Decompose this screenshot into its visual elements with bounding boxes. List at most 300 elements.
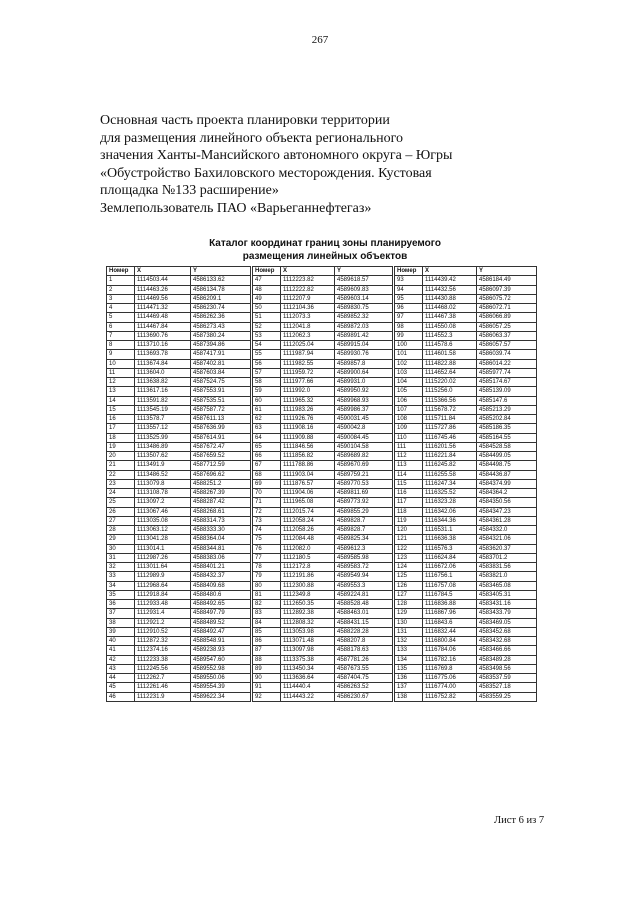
x-coordinate-cell: 1112968.64 xyxy=(135,581,191,590)
y-coordinate-cell: 4586014.22 xyxy=(477,359,537,368)
table-row xyxy=(253,600,393,609)
point-number-cell: 32 xyxy=(107,563,135,572)
table-row xyxy=(107,600,251,609)
x-coordinate-cell: 1114822.88 xyxy=(423,359,477,368)
point-number-cell: 44 xyxy=(107,674,135,683)
x-coordinate-cell: 1112921.2 xyxy=(135,618,191,627)
table-row xyxy=(395,341,537,350)
table-row xyxy=(395,535,537,544)
x-coordinate-cell: 1116745.46 xyxy=(423,433,477,442)
table-row xyxy=(253,637,393,646)
x-coordinate-cell: 1112910.52 xyxy=(135,627,191,636)
y-coordinate-cell: 4584321.06 xyxy=(477,535,537,544)
point-number-cell: 69 xyxy=(253,479,281,488)
x-coordinate-cell: 1111983.26 xyxy=(281,405,335,414)
point-number-cell: 108 xyxy=(395,415,423,424)
point-number-cell: 73 xyxy=(253,516,281,525)
table-row xyxy=(107,553,251,562)
y-coordinate-cell: 4585174.67 xyxy=(477,378,537,387)
y-coordinate-cell: 4587587.72 xyxy=(191,405,251,414)
point-number-cell: 4 xyxy=(107,304,135,313)
table-row xyxy=(107,331,251,340)
x-coordinate-cell: 1113578.7 xyxy=(135,415,191,424)
table-row xyxy=(395,526,537,535)
table-row xyxy=(253,415,393,424)
point-number-cell: 59 xyxy=(253,387,281,396)
table-row xyxy=(253,627,393,636)
x-coordinate-cell: 1113638.82 xyxy=(135,378,191,387)
point-number-cell: 29 xyxy=(107,535,135,544)
point-number-cell: 7 xyxy=(107,331,135,340)
y-coordinate-cell: 4587553.91 xyxy=(191,387,251,396)
x-coordinate-cell: 1113108.78 xyxy=(135,489,191,498)
x-coordinate-cell: 1111965.32 xyxy=(281,396,335,405)
point-number-cell: 104 xyxy=(395,378,423,387)
x-coordinate-cell: 1116784.5 xyxy=(423,590,477,599)
point-number-cell: 78 xyxy=(253,563,281,572)
y-coordinate-cell: 4584332.0 xyxy=(477,526,537,535)
table-row xyxy=(253,304,393,313)
table-row xyxy=(107,618,251,627)
point-number-cell: 13 xyxy=(107,387,135,396)
table-row xyxy=(107,359,251,368)
table-row xyxy=(107,646,251,655)
x-coordinate-cell: 1113525.99 xyxy=(135,433,191,442)
y-coordinate-cell: 4588333.30 xyxy=(191,526,251,535)
y-coordinate-cell: 4588548.91 xyxy=(191,637,251,646)
y-coordinate-cell: 4589900.64 xyxy=(335,368,393,377)
point-number-cell: 2 xyxy=(107,285,135,294)
point-number-cell: 5 xyxy=(107,313,135,322)
point-number-cell: 46 xyxy=(107,692,135,701)
point-number-cell: 98 xyxy=(395,322,423,331)
x-coordinate-cell: 1114467.38 xyxy=(423,313,477,322)
point-number-cell: 121 xyxy=(395,535,423,544)
table-row xyxy=(253,424,393,433)
point-number-cell: 49 xyxy=(253,294,281,303)
y-coordinate-cell: 4589689.82 xyxy=(335,452,393,461)
point-number-cell: 64 xyxy=(253,433,281,442)
table-row xyxy=(253,276,393,285)
y-coordinate-cell: 4588228.28 xyxy=(335,627,393,636)
x-coordinate-cell: 1112989.9 xyxy=(135,572,191,581)
y-coordinate-cell: 4587636.99 xyxy=(191,424,251,433)
point-number-cell: 54 xyxy=(253,341,281,350)
y-coordinate-cell: 4583452.68 xyxy=(477,627,537,636)
x-coordinate-cell: 1112058.24 xyxy=(281,516,335,525)
point-number-cell: 111 xyxy=(395,442,423,451)
x-coordinate-cell: 1114503.44 xyxy=(135,276,191,285)
table-row xyxy=(253,563,393,572)
point-number-cell: 52 xyxy=(253,322,281,331)
point-number-cell: 53 xyxy=(253,331,281,340)
y-coordinate-cell: 4588489.52 xyxy=(191,618,251,627)
x-coordinate-cell: 1116531.1 xyxy=(423,526,477,535)
y-coordinate-cell: 4583405.31 xyxy=(477,590,537,599)
x-coordinate-cell: 1116836.88 xyxy=(423,600,477,609)
y-coordinate-cell: 4589872.03 xyxy=(335,322,393,331)
point-number-cell: 124 xyxy=(395,563,423,572)
y-coordinate-cell: 4589811.69 xyxy=(335,489,393,498)
y-coordinate-cell: 4586075.72 xyxy=(477,294,537,303)
table-row xyxy=(107,452,251,461)
table-row xyxy=(253,442,393,451)
point-number-cell: 20 xyxy=(107,452,135,461)
x-coordinate-cell: 1115256.0 xyxy=(423,387,477,396)
point-number-cell: 25 xyxy=(107,498,135,507)
table-row xyxy=(107,544,251,553)
y-coordinate-cell: 4589986.37 xyxy=(335,405,393,414)
x-coordinate-cell: 1116775.06 xyxy=(423,674,477,683)
x-coordinate-cell: 1116342.06 xyxy=(423,507,477,516)
table-row xyxy=(253,572,393,581)
x-coordinate-cell: 1113079.8 xyxy=(135,479,191,488)
table-row xyxy=(107,433,251,442)
x-coordinate-cell: 1113617.16 xyxy=(135,387,191,396)
table-row xyxy=(395,581,537,590)
column-header-x: X xyxy=(135,267,191,276)
point-number-cell: 77 xyxy=(253,553,281,562)
table-row xyxy=(395,563,537,572)
table-row xyxy=(107,415,251,424)
point-number-cell: 41 xyxy=(107,646,135,655)
x-coordinate-cell: 1113491.9 xyxy=(135,461,191,470)
table-row xyxy=(253,590,393,599)
y-coordinate-cell: 4588492.65 xyxy=(191,600,251,609)
x-coordinate-cell: 1116325.52 xyxy=(423,489,477,498)
y-coordinate-cell: 4583433.79 xyxy=(477,609,537,618)
x-coordinate-cell: 1113545.19 xyxy=(135,405,191,414)
x-coordinate-cell: 1113486.89 xyxy=(135,442,191,451)
point-number-cell: 38 xyxy=(107,618,135,627)
point-number-cell: 42 xyxy=(107,655,135,664)
y-coordinate-cell: 4583466.66 xyxy=(477,646,537,655)
x-coordinate-cell: 1116245.82 xyxy=(423,461,477,470)
x-coordinate-cell: 1116576.3 xyxy=(423,544,477,553)
table-row xyxy=(107,692,251,701)
y-coordinate-cell: 4587659.52 xyxy=(191,452,251,461)
table-row xyxy=(107,479,251,488)
table-row xyxy=(395,590,537,599)
table-row xyxy=(395,655,537,664)
table-row xyxy=(107,507,251,516)
table-row xyxy=(107,581,251,590)
x-coordinate-cell: 1114467.84 xyxy=(135,322,191,331)
y-coordinate-cell: 4584499.05 xyxy=(477,452,537,461)
table-row xyxy=(253,683,393,692)
x-coordinate-cell: 1113053.98 xyxy=(281,627,335,636)
table-row xyxy=(253,498,393,507)
point-number-cell: 102 xyxy=(395,359,423,368)
point-number-cell: 75 xyxy=(253,535,281,544)
y-coordinate-cell: 4583559.25 xyxy=(477,692,537,701)
title-line: Землепользователь ПАО «Варьеганнефтегаз» xyxy=(100,200,372,216)
x-coordinate-cell: 1111977.66 xyxy=(281,378,335,387)
point-number-cell: 123 xyxy=(395,553,423,562)
y-coordinate-cell: 4590042.8 xyxy=(335,424,393,433)
y-coordinate-cell: 4589930.76 xyxy=(335,350,393,359)
point-number-cell: 105 xyxy=(395,387,423,396)
y-coordinate-cell: 4586039.74 xyxy=(477,350,537,359)
table-row xyxy=(107,442,251,451)
title-line: для размещения линейного объекта регионального xyxy=(100,130,404,146)
table-row xyxy=(107,276,251,285)
table-header-row xyxy=(107,267,251,276)
x-coordinate-cell: 1116769.8 xyxy=(423,664,477,673)
x-coordinate-cell: 1116323.28 xyxy=(423,498,477,507)
point-number-cell: 107 xyxy=(395,405,423,414)
table-row xyxy=(395,683,537,692)
x-coordinate-cell: 1114432.56 xyxy=(423,285,477,294)
x-coordinate-cell: 1112233.38 xyxy=(135,655,191,664)
point-number-cell: 68 xyxy=(253,470,281,479)
x-coordinate-cell: 1112104.36 xyxy=(281,304,335,313)
table-row xyxy=(395,618,537,627)
x-coordinate-cell: 1112931.4 xyxy=(135,609,191,618)
point-number-cell: 88 xyxy=(253,655,281,664)
point-number-cell: 15 xyxy=(107,405,135,414)
table-row xyxy=(253,692,393,701)
table-row xyxy=(107,563,251,572)
y-coordinate-cell: 4589603.14 xyxy=(335,294,393,303)
point-number-cell: 58 xyxy=(253,378,281,387)
point-number-cell: 11 xyxy=(107,368,135,377)
y-coordinate-cell: 4586209.1 xyxy=(191,294,251,303)
y-coordinate-cell: 4587781.26 xyxy=(335,655,393,664)
point-number-cell: 10 xyxy=(107,359,135,368)
point-number-cell: 120 xyxy=(395,526,423,535)
column-header-y: Y xyxy=(477,267,537,276)
y-coordinate-cell: 4587603.84 xyxy=(191,368,251,377)
table-row xyxy=(253,470,393,479)
x-coordinate-cell: 1111903.04 xyxy=(281,470,335,479)
x-coordinate-cell: 1114468.02 xyxy=(423,304,477,313)
point-number-cell: 18 xyxy=(107,433,135,442)
x-coordinate-cell: 1113486.52 xyxy=(135,470,191,479)
y-coordinate-cell: 4588497.79 xyxy=(191,609,251,618)
point-number-cell: 45 xyxy=(107,683,135,692)
point-number-cell: 133 xyxy=(395,646,423,655)
y-coordinate-cell: 4589950.92 xyxy=(335,387,393,396)
table-row xyxy=(253,553,393,562)
point-number-cell: 84 xyxy=(253,618,281,627)
y-coordinate-cell: 4588528.48 xyxy=(335,600,393,609)
table-row xyxy=(253,526,393,535)
coordinate-table-2 xyxy=(252,266,393,702)
x-coordinate-cell: 1111959.72 xyxy=(281,368,335,377)
point-number-cell: 17 xyxy=(107,424,135,433)
y-coordinate-cell: 4589553.3 xyxy=(335,581,393,590)
point-number-cell: 24 xyxy=(107,489,135,498)
table-row xyxy=(253,294,393,303)
y-coordinate-cell: 4586066.89 xyxy=(477,313,537,322)
y-coordinate-cell: 4589618.57 xyxy=(335,276,393,285)
x-coordinate-cell: 1114471.32 xyxy=(135,304,191,313)
x-coordinate-cell: 1112808.32 xyxy=(281,618,335,627)
x-coordinate-cell: 1113014.1 xyxy=(135,544,191,553)
y-coordinate-cell: 4589891.42 xyxy=(335,331,393,340)
title-line: значения Ханты-Мансийского автономного округа – Югры xyxy=(100,148,453,163)
x-coordinate-cell: 1112172.8 xyxy=(281,563,335,572)
table-row xyxy=(107,461,251,470)
point-number-cell: 83 xyxy=(253,609,281,618)
y-coordinate-cell: 4585186.35 xyxy=(477,424,537,433)
point-number-cell: 132 xyxy=(395,637,423,646)
y-coordinate-cell: 4583489.28 xyxy=(477,655,537,664)
x-coordinate-cell: 1116800.84 xyxy=(423,637,477,646)
point-number-cell: 127 xyxy=(395,590,423,599)
table-row xyxy=(107,627,251,636)
table-row xyxy=(395,433,537,442)
table-header-row xyxy=(253,267,393,276)
point-number-cell: 85 xyxy=(253,627,281,636)
table-row xyxy=(253,544,393,553)
point-number-cell: 128 xyxy=(395,600,423,609)
x-coordinate-cell: 1113674.84 xyxy=(135,359,191,368)
table-row xyxy=(253,313,393,322)
table-row xyxy=(253,359,393,368)
x-coordinate-cell: 1111788.86 xyxy=(281,461,335,470)
y-coordinate-cell: 4589852.32 xyxy=(335,313,393,322)
x-coordinate-cell: 1114439.42 xyxy=(423,276,477,285)
x-coordinate-cell: 1114440.4 xyxy=(281,683,335,692)
point-number-cell: 97 xyxy=(395,313,423,322)
table-row xyxy=(107,470,251,479)
table-row xyxy=(107,405,251,414)
point-number-cell: 113 xyxy=(395,461,423,470)
y-coordinate-cell: 4587402.81 xyxy=(191,359,251,368)
x-coordinate-cell: 1111982.55 xyxy=(281,359,335,368)
x-coordinate-cell: 1112933.48 xyxy=(135,600,191,609)
x-coordinate-cell: 1115366.56 xyxy=(423,396,477,405)
point-number-cell: 28 xyxy=(107,526,135,535)
table-row xyxy=(253,535,393,544)
y-coordinate-cell: 4586063.37 xyxy=(477,331,537,340)
y-coordinate-cell: 4589828.7 xyxy=(335,516,393,525)
x-coordinate-cell: 1113591.82 xyxy=(135,396,191,405)
y-coordinate-cell: 4589552.98 xyxy=(191,664,251,673)
x-coordinate-cell: 1112245.56 xyxy=(135,664,191,673)
y-coordinate-cell: 4587673.55 xyxy=(335,664,393,673)
point-number-cell: 99 xyxy=(395,331,423,340)
point-number-cell: 116 xyxy=(395,489,423,498)
point-number-cell: 130 xyxy=(395,618,423,627)
table-row xyxy=(253,405,393,414)
catalog-title-line: размещения линейных объектов xyxy=(242,251,408,262)
y-coordinate-cell: 4583432.68 xyxy=(477,637,537,646)
point-number-cell: 26 xyxy=(107,507,135,516)
point-number-cell: 1 xyxy=(107,276,135,285)
x-coordinate-cell: 1112918.84 xyxy=(135,590,191,599)
table-row xyxy=(107,516,251,525)
table-row xyxy=(107,664,251,673)
table-row xyxy=(253,341,393,350)
table-row xyxy=(395,368,537,377)
table-row xyxy=(107,350,251,359)
point-number-cell: 71 xyxy=(253,498,281,507)
title-line: площадка №133 расширение» xyxy=(100,183,279,198)
sheet-label: Лист 6 из 7 xyxy=(494,815,545,826)
point-number-cell: 109 xyxy=(395,424,423,433)
point-number-cell: 131 xyxy=(395,627,423,636)
y-coordinate-cell: 4583465.08 xyxy=(477,581,537,590)
point-number-cell: 89 xyxy=(253,664,281,673)
table-row xyxy=(107,387,251,396)
point-number-cell: 37 xyxy=(107,609,135,618)
table-row xyxy=(395,378,537,387)
x-coordinate-cell: 1114552.3 xyxy=(423,331,477,340)
point-number-cell: 138 xyxy=(395,692,423,701)
table-row xyxy=(107,313,251,322)
y-coordinate-cell: 4589549.94 xyxy=(335,572,393,581)
table-row xyxy=(107,341,251,350)
table-row xyxy=(395,489,537,498)
point-number-cell: 80 xyxy=(253,581,281,590)
document-title xyxy=(100,112,570,217)
point-number-cell: 51 xyxy=(253,313,281,322)
point-number-cell: 22 xyxy=(107,470,135,479)
y-coordinate-cell: 4584528.58 xyxy=(477,442,537,451)
table-row xyxy=(107,590,251,599)
x-coordinate-cell: 1112015.74 xyxy=(281,507,335,516)
point-number-cell: 79 xyxy=(253,572,281,581)
x-coordinate-cell: 1113450.34 xyxy=(281,664,335,673)
y-coordinate-cell: 4590104.58 xyxy=(335,442,393,451)
table-row xyxy=(253,387,393,396)
table-row xyxy=(395,396,537,405)
x-coordinate-cell: 1112191.86 xyxy=(281,572,335,581)
point-number-cell: 9 xyxy=(107,350,135,359)
column-header-y: Y xyxy=(191,267,251,276)
y-coordinate-cell: 4589583.72 xyxy=(335,563,393,572)
x-coordinate-cell: 1112222.82 xyxy=(281,285,335,294)
x-coordinate-cell: 1116624.84 xyxy=(423,553,477,562)
x-coordinate-cell: 1113507.62 xyxy=(135,452,191,461)
x-coordinate-cell: 1111926.76 xyxy=(281,415,335,424)
point-number-cell: 135 xyxy=(395,664,423,673)
x-coordinate-cell: 1114463.26 xyxy=(135,285,191,294)
table-row xyxy=(395,294,537,303)
x-coordinate-cell: 1114430.88 xyxy=(423,294,477,303)
x-coordinate-cell: 1116344.36 xyxy=(423,516,477,525)
x-coordinate-cell: 1116756.1 xyxy=(423,572,477,581)
point-number-cell: 23 xyxy=(107,479,135,488)
table-row xyxy=(395,276,537,285)
x-coordinate-cell: 1114578.6 xyxy=(423,341,477,350)
point-number-cell: 96 xyxy=(395,304,423,313)
y-coordinate-cell: 4585147.6 xyxy=(477,396,537,405)
y-coordinate-cell: 4584361.28 xyxy=(477,516,537,525)
y-coordinate-cell: 4586273.43 xyxy=(191,322,251,331)
table-row xyxy=(107,322,251,331)
table-header-row xyxy=(395,267,537,276)
x-coordinate-cell: 1112073.3 xyxy=(281,313,335,322)
y-coordinate-cell: 4588364.04 xyxy=(191,535,251,544)
point-number-cell: 67 xyxy=(253,461,281,470)
table-row xyxy=(253,618,393,627)
table-row xyxy=(395,442,537,451)
table-row xyxy=(253,609,393,618)
y-coordinate-cell: 4583620.37 xyxy=(477,544,537,553)
table-row xyxy=(107,294,251,303)
y-coordinate-cell: 4585139.09 xyxy=(477,387,537,396)
y-coordinate-cell: 4589609.83 xyxy=(335,285,393,294)
y-coordinate-cell: 4589759.21 xyxy=(335,470,393,479)
x-coordinate-cell: 1116201.56 xyxy=(423,442,477,451)
y-coordinate-cell: 4588251.2 xyxy=(191,479,251,488)
column-header-x: X xyxy=(423,267,477,276)
y-coordinate-cell: 4589830.75 xyxy=(335,304,393,313)
